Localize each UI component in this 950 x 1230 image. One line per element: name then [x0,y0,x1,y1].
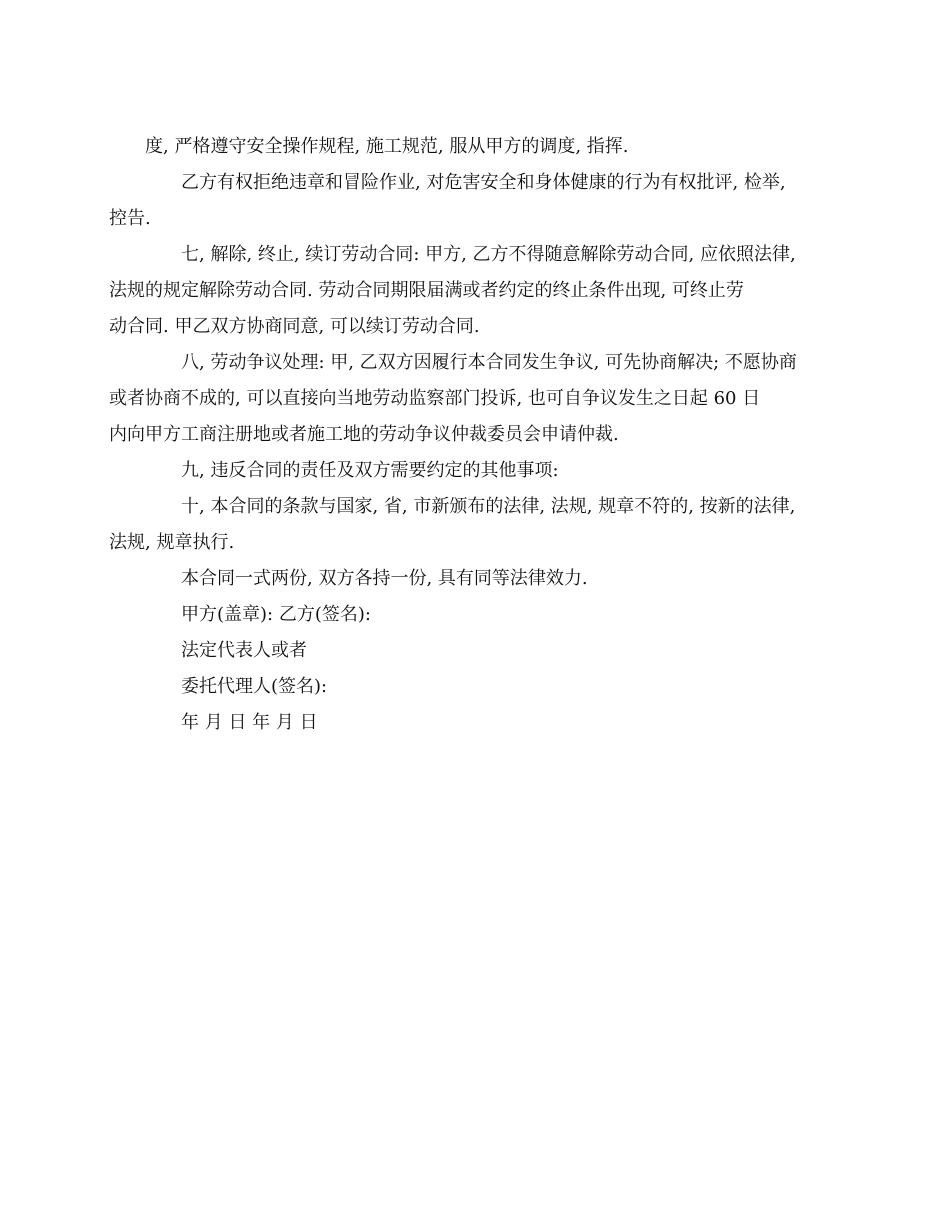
paragraph-copies [145,561,810,597]
text-line: 七, 解除, 终止, 续订劳动合同: 甲方, 乙方不得随意解除劳动合同, 应依照法律, [181,244,796,265]
text-line: 本合同一式两份, 双方各持一份, 具有同等法律效力. [181,568,588,589]
text-line: 甲方(盖章): 乙方(签名): [181,604,371,625]
paragraph-right-to-refuse [109,165,810,237]
text-line: 动合同. 甲乙双方协商同意, 可以续订劳动合同. [109,316,480,337]
signature-parties-line [145,597,810,633]
document-body [109,129,810,741]
text-line: 八, 劳动争议处理: 甲, 乙双方因履行本合同发生争议, 可先协商解决; 不愿协商 [181,352,797,373]
text-line: 度, 严格遵守安全操作规程, 施工规范, 服从甲方的调度, 指挥. [145,136,629,157]
text-line: 九, 违反合同的责任及双方需要约定的其他事项: [181,460,559,481]
paragraph-clause-10-new-laws [109,489,810,561]
signature-legal-representative-line [145,633,810,669]
text-line: 乙方有权拒绝违章和冒险作业, 对危害安全和身体健康的行为有权批评, 检举, [181,172,786,193]
paragraph-safety-compliance [145,129,810,165]
text-line: 年 月 日 年 月 日 [181,712,318,733]
signature-agent-line [145,669,810,705]
text-line: 十, 本合同的条款与国家, 省, 市新颁布的法律, 法规, 规章不符的, 按新的法律, [181,496,796,517]
text-line: 法定代表人或者 [181,640,307,661]
paragraph-clause-7-termination [109,237,810,345]
paragraph-clause-9-liability [145,453,810,489]
text-line: 内向甲方工商注册地或者施工地的劳动争议仲裁委员会申请仲裁. [109,424,619,445]
signature-date-line [145,705,810,741]
text-line: 或者协商不成的, 可以直接向当地劳动监察部门投诉, 也可自争议发生之日起 60 日 [109,388,761,409]
paragraph-clause-8-disputes [109,345,810,453]
text-line: 法规的规定解除劳动合同. 劳动合同期限届满或者约定的终止条件出现, 可终止劳 [109,280,744,301]
text-line: 控告. [109,208,151,229]
text-line: 法规, 规章执行. [109,532,235,553]
text-line: 委托代理人(签名): [181,676,328,697]
